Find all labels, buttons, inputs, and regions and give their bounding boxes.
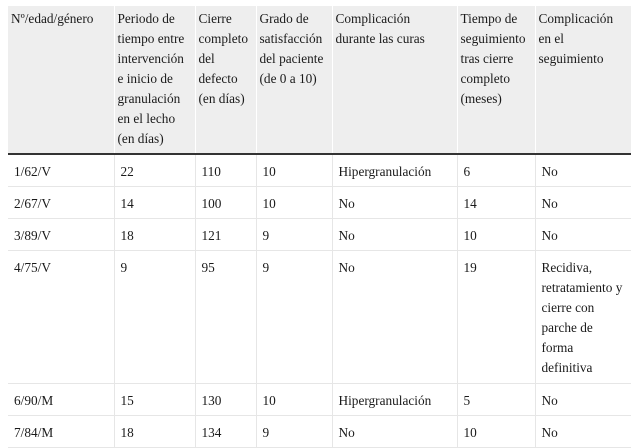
cell-time-to-granulation: 14	[114, 187, 195, 219]
cell-follow-up-time: 5	[457, 384, 535, 416]
cell-time-to-granulation: 18	[114, 416, 195, 448]
cell-patient: 6/90/M	[8, 384, 114, 416]
table-row	[8, 154, 631, 187]
cell-follow-up-time: 10	[457, 219, 535, 251]
header-patient: Nº/edad/género	[8, 6, 114, 154]
cell-complication-follow-up: No	[535, 416, 631, 448]
cell-time-to-granulation: 15	[114, 384, 195, 416]
table-header	[8, 6, 631, 154]
cell-satisfaction: 9	[256, 416, 332, 448]
cell-complication-follow-up: No	[535, 219, 631, 251]
cell-complete-closure: 121	[195, 219, 256, 251]
cell-complication-follow-up: No	[535, 187, 631, 219]
cell-complete-closure: 110	[195, 154, 256, 187]
table-row	[8, 416, 631, 448]
cell-patient: 4/75/V	[8, 251, 114, 384]
table-body	[8, 154, 631, 448]
cell-follow-up-time: 6	[457, 154, 535, 187]
cell-patient: 7/84/M	[8, 416, 114, 448]
cell-complication-follow-up: No	[535, 154, 631, 187]
cell-complete-closure: 130	[195, 384, 256, 416]
header-complete-closure: Cierre completo del defecto (en días)	[195, 6, 256, 154]
cell-complication-follow-up: No	[535, 384, 631, 416]
cell-patient: 3/89/V	[8, 219, 114, 251]
cell-complication-during-care: Hipergranulación	[332, 154, 457, 187]
table-row	[8, 384, 631, 416]
cell-satisfaction: 9	[256, 219, 332, 251]
cell-complication-during-care: Hipergranulación	[332, 384, 457, 416]
cell-follow-up-time: 14	[457, 187, 535, 219]
cell-time-to-granulation: 18	[114, 219, 195, 251]
cell-satisfaction: 9	[256, 251, 332, 384]
table-row	[8, 187, 631, 219]
cell-complication-during-care: No	[332, 251, 457, 384]
cell-satisfaction: 10	[256, 154, 332, 187]
cell-satisfaction: 10	[256, 187, 332, 219]
header-complication-during-care: Complicación durante las curas	[332, 6, 457, 154]
cell-complication-follow-up: Recidiva, retratamiento y cierre con parche de forma definitiva	[535, 251, 631, 384]
header-satisfaction: Grado de satisfacción del paciente (de 0 a 10)	[256, 6, 332, 154]
cell-time-to-granulation: 22	[114, 154, 195, 187]
cell-complication-during-care: No	[332, 187, 457, 219]
cell-satisfaction: 10	[256, 384, 332, 416]
cell-follow-up-time: 10	[457, 416, 535, 448]
header-time-to-granulation: Periodo de tiempo entre intervención e inicio de granulación en el lecho (en días)	[114, 6, 195, 154]
header-complication-follow-up: Complicación en el seguimiento	[535, 6, 631, 154]
table-row	[8, 219, 631, 251]
cell-complete-closure: 134	[195, 416, 256, 448]
header-follow-up-time: Tiempo de seguimiento tras cierre completo (meses)	[457, 6, 535, 154]
cell-patient: 2/67/V	[8, 187, 114, 219]
table-row	[8, 251, 631, 384]
cell-complete-closure: 100	[195, 187, 256, 219]
cell-time-to-granulation: 9	[114, 251, 195, 384]
cell-complication-during-care: No	[332, 416, 457, 448]
cell-complete-closure: 95	[195, 251, 256, 384]
header-row	[8, 6, 631, 154]
cell-patient: 1/62/V	[8, 154, 114, 187]
cell-complication-during-care: No	[332, 219, 457, 251]
results-table	[8, 6, 631, 448]
cell-follow-up-time: 19	[457, 251, 535, 384]
